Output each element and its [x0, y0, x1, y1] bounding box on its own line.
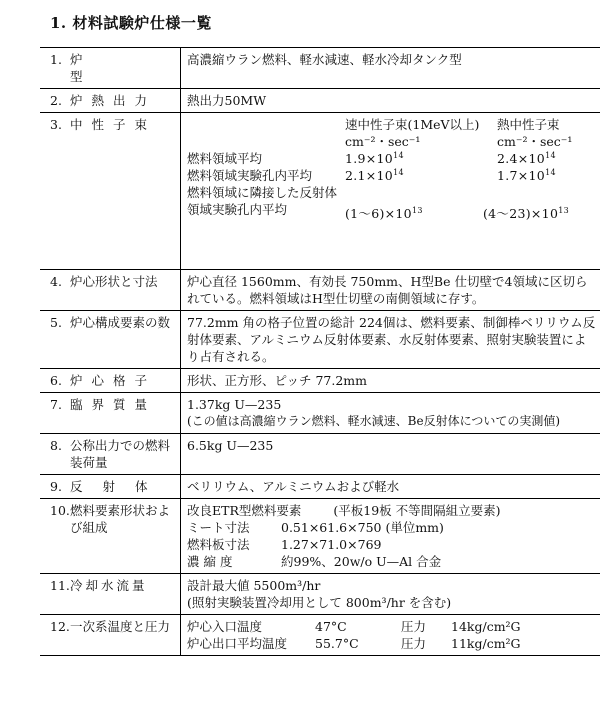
- flux-item: 燃料領域に隣接した反射体: [187, 185, 338, 200]
- fast-flux-header: 速中性子束(1MeV以上): [345, 117, 480, 132]
- temperature-pressure-grid: [187, 618, 596, 652]
- fast-flux-value: [345, 184, 481, 201]
- fast-flux-value: $1.9\times 10^{14}$: [345, 150, 404, 166]
- row-value: 6.5kg U—235: [181, 434, 601, 475]
- table-row: [40, 393, 600, 434]
- row-label: 炉心構成要素の数: [70, 315, 171, 330]
- row-label: 一次系温度と圧力: [70, 619, 171, 634]
- thermal-flux-value: $2.4\times 10^{14}$: [497, 150, 556, 166]
- temperature-value: 55.7°C: [315, 636, 359, 651]
- thermal-flux-header: 熱中性子束: [497, 117, 560, 132]
- row-number: 3.: [50, 117, 62, 132]
- table-row: [40, 311, 600, 369]
- temperature-key: 炉心出口平均温度: [187, 636, 288, 651]
- row-value: 形状、正方形、ピッチ 77.2mm: [181, 369, 601, 393]
- fuel-spec-value: 1.27×71.0×769: [281, 537, 382, 552]
- table-row: [40, 434, 600, 475]
- row-number: 7.: [50, 397, 62, 412]
- row-note: (この値は高濃縮ウラン燃料、軽水減速、Be反射体についての実測値): [187, 414, 561, 428]
- table-row: [40, 499, 600, 574]
- table-row: [40, 475, 600, 499]
- flux-item: 領域実験孔内平均: [187, 202, 288, 217]
- pressure-key: 圧力: [401, 636, 427, 651]
- row-value: 1.37kg U—235: [187, 397, 282, 412]
- fast-flux-value: (1〜$6)\times 10^{13}$: [345, 205, 423, 221]
- fuel-spec-key: 濃 縮 度: [187, 554, 233, 569]
- page-title: 1. 材料試験炉仕様一覧: [50, 14, 212, 32]
- row-value: 炉心直径 1560mm、有効長 750mm、H型Be 仕切壁で4領域に区切られている。燃料領域はH型仕切壁の南側領域に存す。: [181, 270, 601, 311]
- row-note: (照射実験装置冷却用として 800m³/hr を含む): [187, 595, 452, 610]
- row-number: 5.: [50, 315, 62, 330]
- row-number: 4.: [50, 274, 62, 289]
- row-label: 公称出力での燃料装荷量: [70, 438, 171, 470]
- neutron-flux-grid: [187, 116, 596, 222]
- fuel-spec-grid: [187, 519, 596, 570]
- fuel-spec-key: ミート寸法: [187, 520, 250, 535]
- row-number: 8.: [50, 438, 62, 453]
- table-row: [40, 89, 600, 113]
- row-number: 11.: [50, 578, 70, 593]
- table-row: [40, 574, 600, 615]
- row-value: 高濃縮ウラン燃料、軽水減速、軽水冷却タンク型: [181, 48, 601, 89]
- table-row: [40, 369, 600, 393]
- fuel-element-note: (平板19板 不等間隔組立要素): [333, 503, 501, 518]
- pressure-value: 14kg/cm²G: [451, 619, 521, 634]
- fuel-spec-key: 燃料板寸法: [187, 537, 250, 552]
- row-number: 2.: [50, 93, 62, 108]
- row-label: 反射体: [70, 479, 168, 494]
- row-label: 臨界質量: [70, 397, 157, 412]
- row-number: 6.: [50, 373, 62, 388]
- pressure-value: 11kg/cm²G: [451, 636, 521, 651]
- spec-table: [40, 47, 600, 656]
- fast-flux-unit: cm⁻²・sec⁻¹: [345, 134, 421, 149]
- thermal-flux-value: $1.7\times 10^{14}$: [497, 167, 556, 183]
- row-label: 炉心形状と寸法: [70, 274, 158, 289]
- row-value: 設計最大値 5500m³/hr: [187, 578, 321, 593]
- table-row: [40, 113, 600, 270]
- flux-item: 燃料領域平均: [187, 151, 263, 166]
- pressure-key: 圧力: [401, 619, 427, 634]
- row-value: 熱出力50MW: [181, 89, 601, 113]
- row-label: 炉心格子: [70, 373, 157, 388]
- fuel-element-type: 改良ETR型燃料要素: [187, 503, 302, 518]
- row-number: 1.: [50, 52, 62, 67]
- fast-flux-value: $2.1\times 10^{14}$: [345, 167, 404, 183]
- flux-item: 燃料領域実験孔内平均: [187, 168, 313, 183]
- temperature-value: 47°C: [315, 619, 347, 634]
- thermal-flux-unit: cm⁻²・sec⁻¹: [497, 134, 573, 149]
- row-value: ベリリウム、アルミニウムおよび軽水: [181, 475, 601, 499]
- temperature-key: 炉心入口温度: [187, 619, 263, 634]
- row-label: 炉熱出力: [70, 93, 157, 108]
- row-number: 12.: [50, 619, 70, 634]
- row-number: 10.: [50, 503, 70, 518]
- row-label: 中性子束: [70, 117, 157, 132]
- fuel-spec-value: 0.51×61.6×750 (単位mm): [281, 520, 444, 535]
- row-label: 燃料要素形状および組成: [70, 503, 171, 535]
- row-label: 炉 型: [70, 52, 156, 84]
- thermal-flux-value: [483, 184, 593, 201]
- thermal-flux-value: (4〜$23)\times 10^{13}$: [483, 205, 569, 221]
- row-number: 9.: [50, 479, 62, 494]
- table-row: [40, 615, 600, 656]
- fuel-spec-value: 約99%、20w/o U—Al 合金: [281, 554, 442, 569]
- row-label: 冷却水流量: [70, 578, 148, 593]
- table-row: [40, 270, 600, 311]
- row-value: 77.2mm 角の格子位置の総計 224個は、燃料要素、制御棒ベリリウム反射体要素、アルミニウム反射体要素、水反射体要素、照射実験装置により占有される。: [181, 311, 601, 369]
- table-row: [40, 48, 600, 89]
